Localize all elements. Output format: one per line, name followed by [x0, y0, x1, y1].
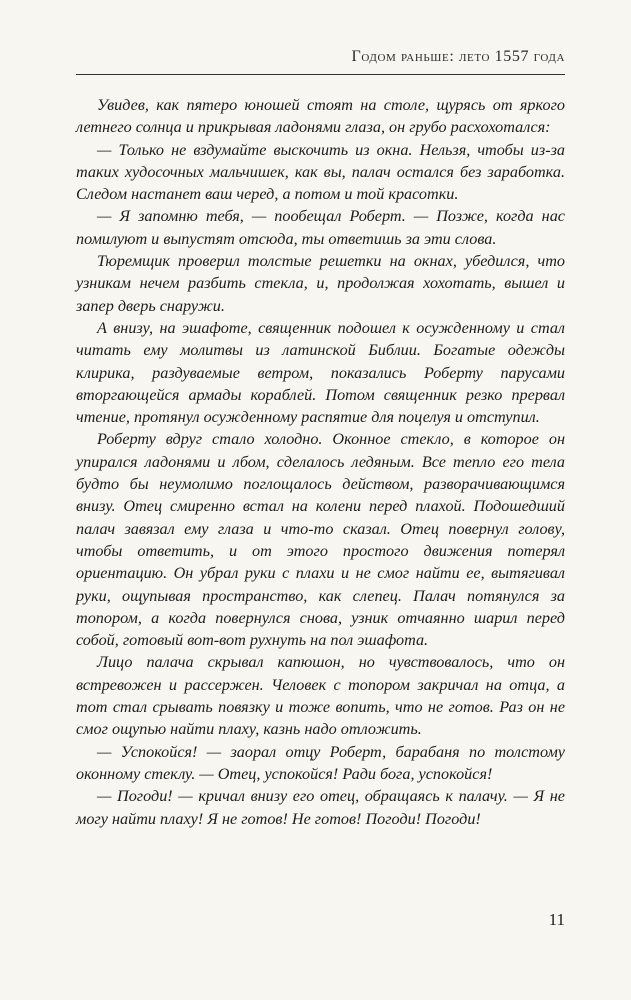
paragraph: Лицо палача скрывал капюшон, но чувствовалось, что он встревожен и рассержен. Человек с топором закричал на отца, а тот стал срывать повязку и тоже вопить, что не готов. Раз он не смог ощупью найти плаху, казнь надо отложить. [76, 653, 565, 739]
body-text [76, 94, 565, 830]
header-rule [76, 74, 565, 75]
paragraph: — Успокойся! — заорал отцу Роберт, барабаня по толстому оконному стеклу. — Отец, успокойся! Ради бога, успокойся! [76, 742, 565, 783]
paragraph: Увидев, как пятеро юношей стоят на столе, щурясь от яркого летнего солнца и прикрывая ладонями глаза, он грубо расхохотался: [76, 96, 565, 137]
paragraph: А внизу, на эшафоте, священник подошел к осужденному и стал читать ему молитвы из латинской Библии. Богатые одежды клирика, раздуваемые ветром, показались Роберту парусами вторгающейся армады кораблей. Потом священник резко прервал чтение, протянул осужденному распятие для поцелуя и отступил. [76, 318, 565, 427]
paragraph: Тюремщик проверил толстые решетки на окнах, убедился, что узникам нечем разбить стекла, и, продолжая хохотать, вышел и запер дверь снаружи. [76, 252, 565, 315]
paragraph: — Только не вздумайте выскочить из окна. Нельзя, чтобы из-за таких худосочных мальчишек, как вы, палач остался без заработка. Следом настанет ваш черед, а потом и той красотки. [76, 140, 565, 204]
paragraph: Роберту вдруг стало холодно. Оконное стекло, в которое он упирался ладонями и лбом, сделалось ледяным. Все тепло его тела будто бы неумолимо поглощалось действом, разворачивающимся внизу. Отец смиренно встал на колени перед плахой. Подошедший палач завязал ему глаза и что-то сказал. Отец повернул голову, чтобы ответить, и от этого простого движения потерял ориентацию. Он убрал руки с плахи и не смог найти ее, вытягивал руки, ощупывая пространство, как слепец. Палач потянулся за топором, а когда повернулся снова, узник отчаянно шарил перед собой, готовый вот-вот рухнуть на пол эшафота. [76, 430, 565, 650]
running-head: Годом раньше: лето 1557 года [351, 48, 565, 65]
page-number: 11 [548, 910, 565, 929]
paragraph: — Я запомню тебя, — пообещал Роберт. — Позже, когда нас помилуют и выпустят отсюда, ты ответишь за эти слова. [76, 207, 565, 248]
paragraph: — Погоди! — кричал внизу его отец, обращаясь к палачу. — Я не могу найти плаху! Я не готов! Не готов! Погоди! Погоди! [76, 787, 565, 828]
